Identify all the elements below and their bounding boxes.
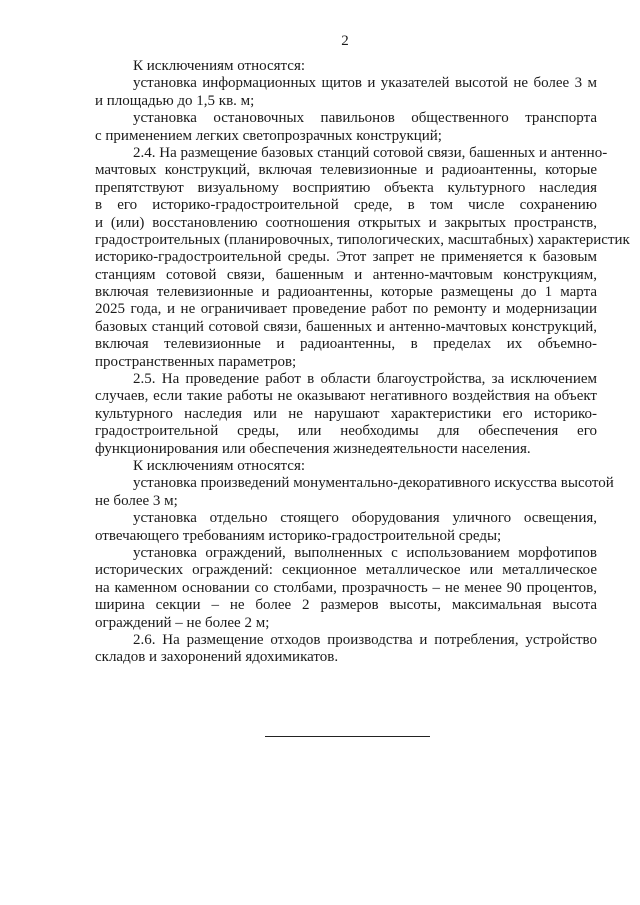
text-line: исторических ограждений: секционное металлическое или металлическое [95, 562, 597, 579]
text-line: базовых станций сотовой связи, башенных и антенно-мачтовых конструкций, [95, 318, 597, 335]
text-line: 2025 года, и не ограничивает проведение работ по ремонту и модернизации [95, 301, 597, 318]
text-line: установка ограждений, выполненных с использованием морфотипов [133, 544, 597, 561]
paragraph [95, 58, 597, 75]
text-line: ограждений – не более 2 м; [95, 614, 270, 631]
text-line: и (или) восстановлению соотношения открытых и закрытых пространств, [95, 214, 597, 231]
text-line: включая телевизионные и радиоантенны, которые размещены до 1 марта [95, 284, 597, 301]
text-line: не более 3 м; [95, 492, 178, 509]
text-line: 2.5. На проведение работ в области благоустройства, за исключением [133, 371, 597, 388]
text-line: с применением легких светопрозрачных конструкций; [95, 127, 442, 144]
text-line: К исключениям относятся: [133, 58, 306, 74]
text-line: станциям сотовой связи, башенным и антенно-мачтовым конструкциям, [95, 266, 597, 283]
document-body [95, 58, 630, 667]
end-divider-line [265, 736, 430, 737]
text-line: препятствуют визуальному восприятию объекта культурного наследия [95, 179, 597, 196]
text-line: 2.6. На размещение отходов производства и потребления, устройство [133, 631, 597, 648]
paragraph [95, 632, 597, 667]
text-line: градостроительных (планировочных, типологических, масштабных) характеристик [95, 231, 630, 248]
text-line: функционирования или обеспечения жизнедеятельности населения. [95, 440, 531, 457]
text-line: установка отдельно стоящего оборудования уличного освещения, [133, 510, 597, 527]
text-line: установка информационных щитов и указателей высотой не более 3 м [133, 75, 597, 92]
paragraph [95, 510, 597, 545]
text-line: мачтовых конструкций, включая телевизионные и радиоантенны, которые [95, 162, 597, 179]
text-line: на каменном основании со столбами, прозрачность – не менее 90 процентов, [95, 579, 597, 596]
text-line: пространственных параметров; [95, 353, 297, 370]
paragraph [95, 545, 597, 632]
text-line: культурного наследия или не нарушают характеристики его историко- [95, 405, 597, 422]
text-line: градостроительной среды, или необходимы для обеспечения его [95, 423, 597, 440]
text-line: складов и захоронений ядохимикатов. [95, 649, 339, 666]
paragraph [95, 75, 597, 110]
text-line: включая телевизионные и радиоантенны, в пределах их объемно- [95, 336, 597, 353]
paragraph [95, 475, 614, 510]
paragraph [95, 144, 630, 371]
text-line: отвечающего требованиям историко-градостроительной среды; [95, 527, 502, 544]
text-line: случаев, если такие работы не оказывают негативного воздействия на объект [95, 388, 597, 405]
text-line: и площадью до 1,5 кв. м; [95, 92, 255, 109]
text-line: установка остановочных павильонов общественного транспорта [133, 110, 597, 127]
text-line: ширина секции – не более 2 размеров высоты, максимальная высота [95, 597, 597, 614]
text-line: 2.4. На размещение базовых станций сотовой связи, башенных и антенно- [133, 144, 608, 161]
page-number: 2 [341, 33, 349, 49]
text-line: К исключениям относятся: [133, 457, 306, 474]
paragraph [95, 458, 597, 475]
paragraph [95, 371, 597, 458]
text-line: установка произведений монументально-декоративного искусства высотой [133, 475, 614, 492]
text-line: в его историко-градостроительной среде, в том числе сохранению [95, 197, 597, 214]
text-line: историко-градостроительной среды. Этот запрет не применяется к базовым [95, 249, 597, 266]
paragraph [95, 110, 597, 145]
